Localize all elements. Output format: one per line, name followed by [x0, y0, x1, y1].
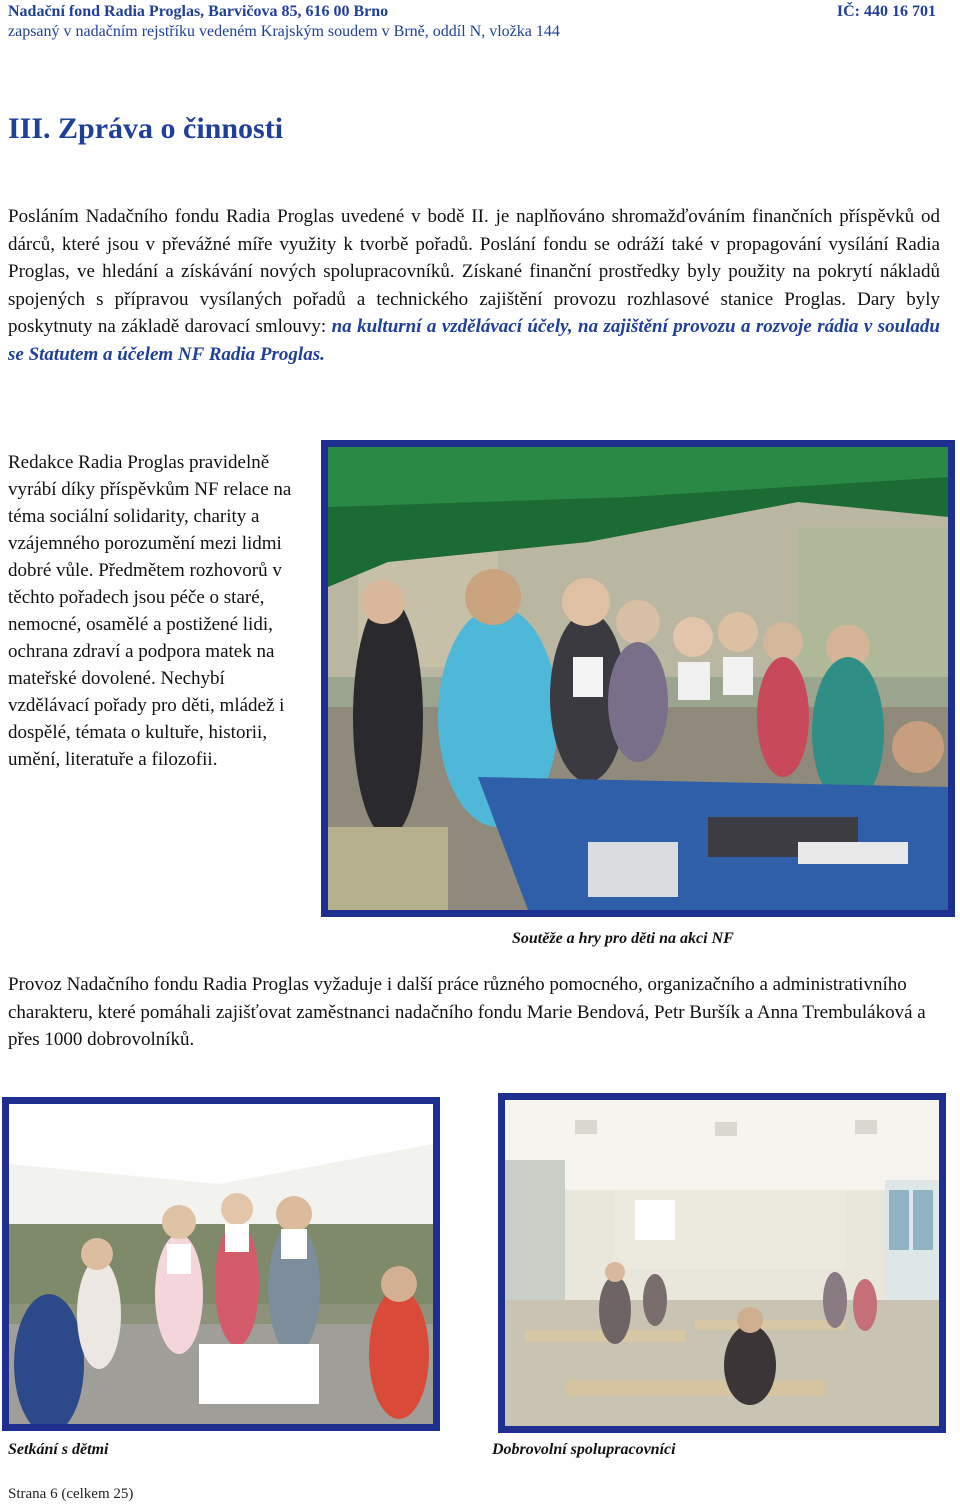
caption-right-photo: Dobrovolní spolupracovníci: [492, 1441, 676, 1458]
caption-main-photo: Soutěže a hry pro děti na akci NF: [512, 930, 734, 947]
header-registry: zapsaný v nadačním rejstříku vedeném Krajským soudem v Brně, oddíl N, vložka 144: [8, 23, 560, 40]
header-ico: IČ: 440 16 701: [836, 3, 936, 20]
main-photo-frame: [321, 440, 955, 917]
left-photo: [9, 1104, 433, 1424]
right-photo-frame: [498, 1093, 946, 1433]
right-photo: [505, 1100, 939, 1426]
main-paragraph: [8, 203, 940, 368]
main-paragraph-emphasis: na kulturní a vzdělávací účely, na zajištění provozu a rozvoje rádia v souladu se Statutem a účelem NF Radia Proglas.: [8, 316, 940, 365]
main-paragraph-text: Posláním Nadačního fondu Radia Proglas uvedené v bodě II. je naplňováno shromažďováním finančních příspěvků od dárců, které jsou v převážné míře využity k tvorbě pořadů. Poslání fondu se odráží také v propagování vysílání Radia Proglas, ve hledání a získávání nových spolupracovníků. Získané finanční prostředky byly použity na pokrytí nákladů spojených s přípravou vysílaných pořadů a technického zajištění provozu rozhlasové stanice Proglas. Dary byly poskytnuty na základě darovací smlouvy:: [8, 206, 940, 337]
left-photo-image: [9, 1104, 433, 1424]
header-org-line: Nadační fond Radia Proglas, Barvičova 85, 616 00 Brno: [8, 3, 389, 20]
caption-left-photo: Setkání s dětmi: [8, 1441, 109, 1458]
second-paragraph: Provoz Nadačního fondu Radia Proglas vyžaduje i další práce různého pomocného, organizačního a administrativního charakteru, které pomáhali zajišťovat zaměstnanci nadačního fondu Marie Bendová, Petr Buršík a Anna Trembuláková a přes 1000 dobrovolníků.: [8, 974, 926, 1050]
page-footer: Strana 6 (celkem 25): [8, 1486, 134, 1502]
right-photo-image: [505, 1100, 939, 1426]
left-photo-frame: [2, 1097, 440, 1431]
section-title: III. Zpráva o činnosti: [8, 112, 284, 145]
main-photo-image: [328, 447, 948, 910]
main-photo: [328, 447, 948, 910]
side-text: Redakce Radia Proglas pravidelně vyrábí díky příspěvkům NF relace na téma sociální solidarity, charity a vzájemného porozumění mezi lidmi dobré vůle. Předmětem rozhovorů v těchto pořadech jsou péče o staré, nemocné, osamělé a postižené lidi, ochrana zdraví a podpora matek na mateřské dovolené. Nechybí vzdělávací pořady pro děti, mládež i dospělé, témata o kultuře, historii, umění, literatuře a filozofii.: [8, 452, 292, 770]
